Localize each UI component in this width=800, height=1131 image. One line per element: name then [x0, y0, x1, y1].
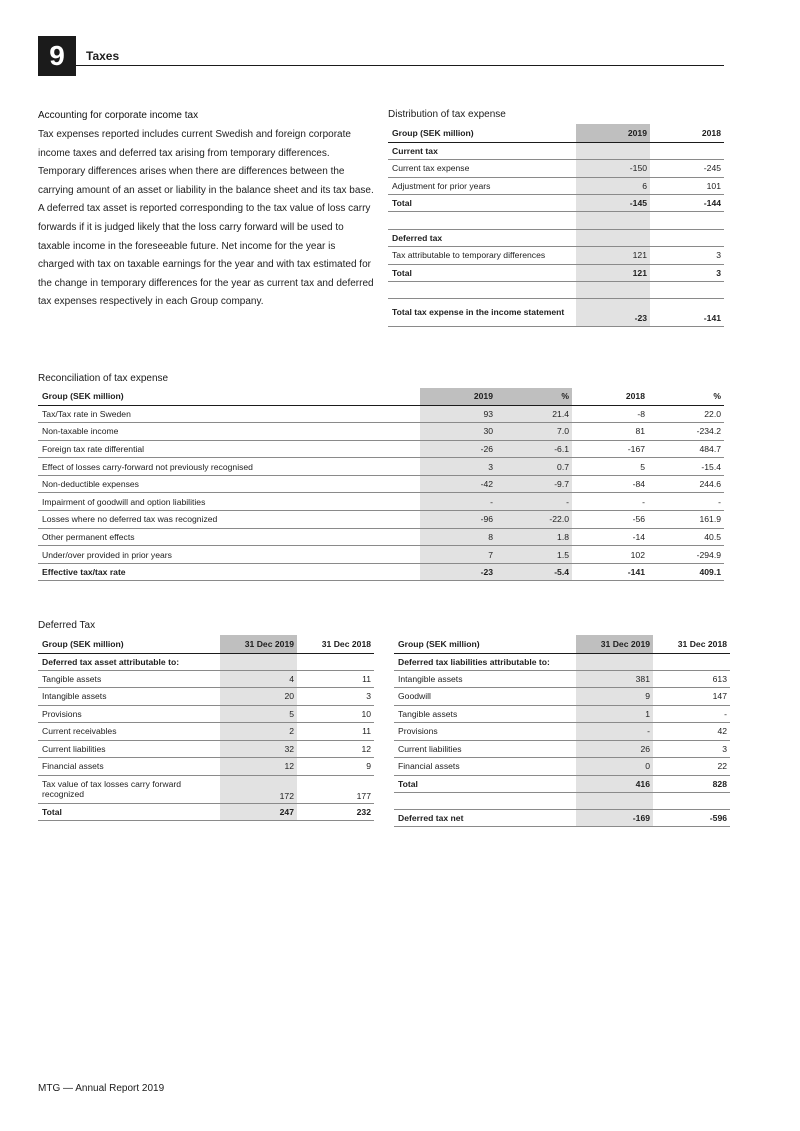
table-spacer-row — [394, 792, 730, 809]
table-row — [38, 670, 374, 688]
row-value-2019: -42 — [420, 475, 496, 493]
row-label: Tangible assets — [38, 670, 220, 688]
table-row — [388, 142, 724, 159]
row-value-2019: 4 — [220, 670, 297, 688]
row-percent-2018: -294.9 — [648, 546, 724, 564]
row-value-2019: -23 — [576, 298, 650, 326]
table-row — [394, 653, 730, 670]
row-value-2018: 81 — [572, 423, 648, 441]
row-value-2019: 0 — [576, 758, 653, 776]
row-percent-2019: -5.4 — [496, 563, 572, 581]
table-spacer-row — [388, 281, 724, 298]
table-row — [38, 528, 724, 546]
table-row — [38, 546, 724, 564]
table-row-total — [388, 194, 724, 211]
row-label: Total — [394, 775, 576, 792]
row-label: Deferred tax asset attributable to: — [38, 653, 220, 670]
row-percent-2018: 22.0 — [648, 405, 724, 423]
row-label: Provisions — [38, 705, 220, 723]
row-value-2019: 93 — [420, 405, 496, 423]
row-label: Total — [38, 803, 220, 820]
row-label: Losses where no deferred tax was recognized — [38, 511, 420, 529]
row-value-2019: 7 — [420, 546, 496, 564]
row-value-2018: - — [572, 493, 648, 511]
table-row — [388, 229, 724, 246]
row-label: Impairment of goodwill and option liabilities — [38, 493, 420, 511]
row-value-2018: 3 — [653, 740, 730, 758]
table-row — [394, 705, 730, 723]
table-row — [388, 246, 724, 264]
table-row — [38, 723, 374, 741]
row-value-2018: -141 — [572, 563, 648, 581]
row-value-2019: 30 — [420, 423, 496, 441]
page-footer: MTG — Annual Report 2019 — [38, 1083, 165, 1094]
row-value-2018: 613 — [653, 670, 730, 688]
reconciliation-heading: Reconciliation of tax expense — [38, 373, 169, 384]
header-divider — [76, 65, 724, 66]
row-label: Effective tax/tax rate — [38, 563, 420, 581]
row-value-2019: -169 — [576, 809, 653, 826]
table-row — [394, 740, 730, 758]
row-value-2019: -145 — [576, 194, 650, 211]
table-row — [38, 493, 724, 511]
row-value-2018: 42 — [653, 723, 730, 741]
note-number-badge: 9 — [38, 36, 76, 76]
row-value-2018: 147 — [653, 688, 730, 706]
row-value-2018: -84 — [572, 475, 648, 493]
table-row — [394, 758, 730, 776]
row-percent-2018: 484.7 — [648, 440, 724, 458]
header-2018: 2018 — [650, 124, 724, 142]
table-row-total — [38, 563, 724, 581]
row-value-2018: 232 — [297, 803, 374, 820]
row-label: Tax/Tax rate in Sweden — [38, 405, 420, 423]
row-value-2018 — [650, 142, 724, 159]
row-value-2019: 20 — [220, 688, 297, 706]
row-label: Non-taxable income — [38, 423, 420, 441]
row-percent-2019: -6.1 — [496, 440, 572, 458]
row-value-2019: 416 — [576, 775, 653, 792]
row-value-2019: 3 — [420, 458, 496, 476]
row-label: Non-deductible expenses — [38, 475, 420, 493]
row-label: Effect of losses carry-forward not previously recognised — [38, 458, 420, 476]
table-row — [38, 775, 374, 803]
row-label: Foreign tax rate differential — [38, 440, 420, 458]
table-row-grand-total — [388, 298, 724, 326]
row-label: Deferred tax — [388, 229, 576, 246]
table-row-total — [388, 264, 724, 281]
row-value-2019: - — [420, 493, 496, 511]
table-row — [38, 475, 724, 493]
table-row-net — [394, 809, 730, 826]
row-label: Total tax expense in the income statement — [388, 298, 576, 326]
row-value-2018 — [297, 653, 374, 670]
row-value-2018: 12 — [297, 740, 374, 758]
row-value-2019 — [576, 653, 653, 670]
row-value-2019: -23 — [420, 563, 496, 581]
deferred-tax-heading: Deferred Tax — [38, 620, 96, 631]
row-value-2018 — [653, 653, 730, 670]
table-row — [38, 458, 724, 476]
row-value-2019: 1 — [576, 705, 653, 723]
row-percent-2019: 7.0 — [496, 423, 572, 441]
row-value-2018: 828 — [653, 775, 730, 792]
row-label: Intangible assets — [38, 688, 220, 706]
row-label: Deferred tax liabilities attributable to: — [394, 653, 576, 670]
row-percent-2019: 0.7 — [496, 458, 572, 476]
deferred-tax-assets-table — [38, 635, 374, 821]
row-label: Provisions — [394, 723, 576, 741]
row-label: Current liabilities — [394, 740, 576, 758]
row-value-2018: 177 — [297, 775, 374, 803]
row-label: Current receivables — [38, 723, 220, 741]
row-percent-2018: 161.9 — [648, 511, 724, 529]
table-row-total — [394, 775, 730, 792]
row-label: Deferred tax net — [394, 809, 576, 826]
table-row-total — [38, 803, 374, 820]
row-label: Total — [388, 264, 576, 281]
accounting-heading: Accounting for corporate income tax — [38, 110, 199, 121]
row-value-2019: -26 — [420, 440, 496, 458]
row-value-2019: - — [576, 723, 653, 741]
row-label: Under/over provided in prior years — [38, 546, 420, 564]
row-value-2019: 5 — [220, 705, 297, 723]
row-percent-2018: - — [648, 493, 724, 511]
row-value-2019: -150 — [576, 159, 650, 177]
header-2018: 31 Dec 2018 — [297, 635, 374, 653]
row-value-2018: -144 — [650, 194, 724, 211]
row-value-2019 — [576, 142, 650, 159]
row-value-2019: 172 — [220, 775, 297, 803]
row-value-2018: 102 — [572, 546, 648, 564]
deferred-tax-liabilities-table — [394, 635, 730, 827]
table-row — [394, 688, 730, 706]
table-row — [38, 511, 724, 529]
row-value-2018: -167 — [572, 440, 648, 458]
row-label: Intangible assets — [394, 670, 576, 688]
row-label: Tangible assets — [394, 705, 576, 723]
row-label: Tax attributable to temporary differences — [388, 246, 576, 264]
row-percent-2019: 21.4 — [496, 405, 572, 423]
row-percent-2019: -22.0 — [496, 511, 572, 529]
row-label: Financial assets — [38, 758, 220, 776]
header-label: Group (SEK million) — [394, 635, 576, 653]
row-value-2018: 10 — [297, 705, 374, 723]
row-value-2018: 11 — [297, 670, 374, 688]
distribution-table — [388, 124, 724, 327]
header-2018-percent: % — [648, 388, 724, 405]
table-row — [38, 653, 374, 670]
row-value-2018: -245 — [650, 159, 724, 177]
row-value-2018: -56 — [572, 511, 648, 529]
header-2019: 2019 — [576, 124, 650, 142]
header-label: Group (SEK million) — [388, 124, 576, 142]
header-label: Group (SEK million) — [38, 635, 220, 653]
accounting-section — [38, 109, 374, 312]
row-value-2019: 247 — [220, 803, 297, 820]
row-value-2018: 9 — [297, 758, 374, 776]
reconciliation-table — [38, 388, 724, 581]
row-value-2019 — [576, 229, 650, 246]
accounting-text: Tax expenses reported includes current Swedish and foreign corporate income taxes and deferred tax arising from temporary differences. Temporary differences arises when there are differences between the carrying amount of an asset or liability in the balance sheet and its tax base. A deferred tax asset is reported corresponding to the tax value of loss carry forwards if it is judged likely that the loss carry forward will be used to taxable income in the foreseeable future. Net income for the year is charged with tax on taxable earnings for the year and with tax estimated for the change in temporary differences for the year as current tax and deferred tax expenses respectively in each Group company. — [38, 129, 374, 308]
row-value-2019: 6 — [576, 177, 650, 194]
row-percent-2018: -234.2 — [648, 423, 724, 441]
table-row — [394, 670, 730, 688]
table-header-row — [394, 635, 730, 653]
row-value-2018: 3 — [650, 264, 724, 281]
row-label: Total — [388, 194, 576, 211]
row-percent-2019: 1.5 — [496, 546, 572, 564]
row-value-2019: 12 — [220, 758, 297, 776]
table-row — [388, 159, 724, 177]
row-value-2018: 3 — [650, 246, 724, 264]
row-percent-2018: 40.5 — [648, 528, 724, 546]
row-value-2019: 2 — [220, 723, 297, 741]
table-row — [38, 758, 374, 776]
table-row — [38, 740, 374, 758]
row-value-2018 — [650, 229, 724, 246]
row-value-2018: -596 — [653, 809, 730, 826]
table-row — [38, 688, 374, 706]
table-header-row — [38, 635, 374, 653]
row-value-2019: 8 — [420, 528, 496, 546]
row-value-2019: 9 — [576, 688, 653, 706]
row-value-2019: 121 — [576, 264, 650, 281]
header-2019-percent: % — [496, 388, 572, 405]
row-label: Financial assets — [394, 758, 576, 776]
row-value-2018: 101 — [650, 177, 724, 194]
table-row — [38, 405, 724, 423]
row-percent-2018: 244.6 — [648, 475, 724, 493]
row-value-2018: -141 — [650, 298, 724, 326]
row-label: Adjustment for prior years — [388, 177, 576, 194]
header-label: Group (SEK million) — [38, 388, 420, 405]
table-row — [388, 177, 724, 194]
table-row — [38, 440, 724, 458]
table-row — [38, 423, 724, 441]
row-value-2018: 11 — [297, 723, 374, 741]
table-header-row — [38, 388, 724, 405]
row-value-2018: 3 — [297, 688, 374, 706]
distribution-heading: Distribution of tax expense — [388, 109, 506, 120]
header-2018: 31 Dec 2018 — [653, 635, 730, 653]
row-value-2019 — [220, 653, 297, 670]
row-value-2018: -8 — [572, 405, 648, 423]
header-2019: 31 Dec 2019 — [220, 635, 297, 653]
header-2019: 2019 — [420, 388, 496, 405]
row-percent-2019: - — [496, 493, 572, 511]
row-value-2018: 5 — [572, 458, 648, 476]
row-percent-2019: 1.8 — [496, 528, 572, 546]
row-label: Current tax expense — [388, 159, 576, 177]
row-value-2018: -14 — [572, 528, 648, 546]
row-label: Goodwill — [394, 688, 576, 706]
row-percent-2019: -9.7 — [496, 475, 572, 493]
table-spacer-row — [388, 211, 724, 229]
row-label: Other permanent effects — [38, 528, 420, 546]
header-2019: 31 Dec 2019 — [576, 635, 653, 653]
row-value-2019: 121 — [576, 246, 650, 264]
row-percent-2018: -15.4 — [648, 458, 724, 476]
row-label: Current tax — [388, 142, 576, 159]
row-label: Tax value of tax losses carry forward recognized — [38, 775, 220, 803]
row-label: Current liabilities — [38, 740, 220, 758]
note-title: Taxes — [86, 49, 120, 63]
row-value-2019: 381 — [576, 670, 653, 688]
table-header-row — [388, 124, 724, 142]
row-percent-2018: 409.1 — [648, 563, 724, 581]
table-row — [394, 723, 730, 741]
row-value-2019: 32 — [220, 740, 297, 758]
header-2018: 2018 — [572, 388, 648, 405]
row-value-2019: 26 — [576, 740, 653, 758]
row-value-2019: -96 — [420, 511, 496, 529]
row-value-2018: 22 — [653, 758, 730, 776]
table-row — [38, 705, 374, 723]
row-value-2018: - — [653, 705, 730, 723]
